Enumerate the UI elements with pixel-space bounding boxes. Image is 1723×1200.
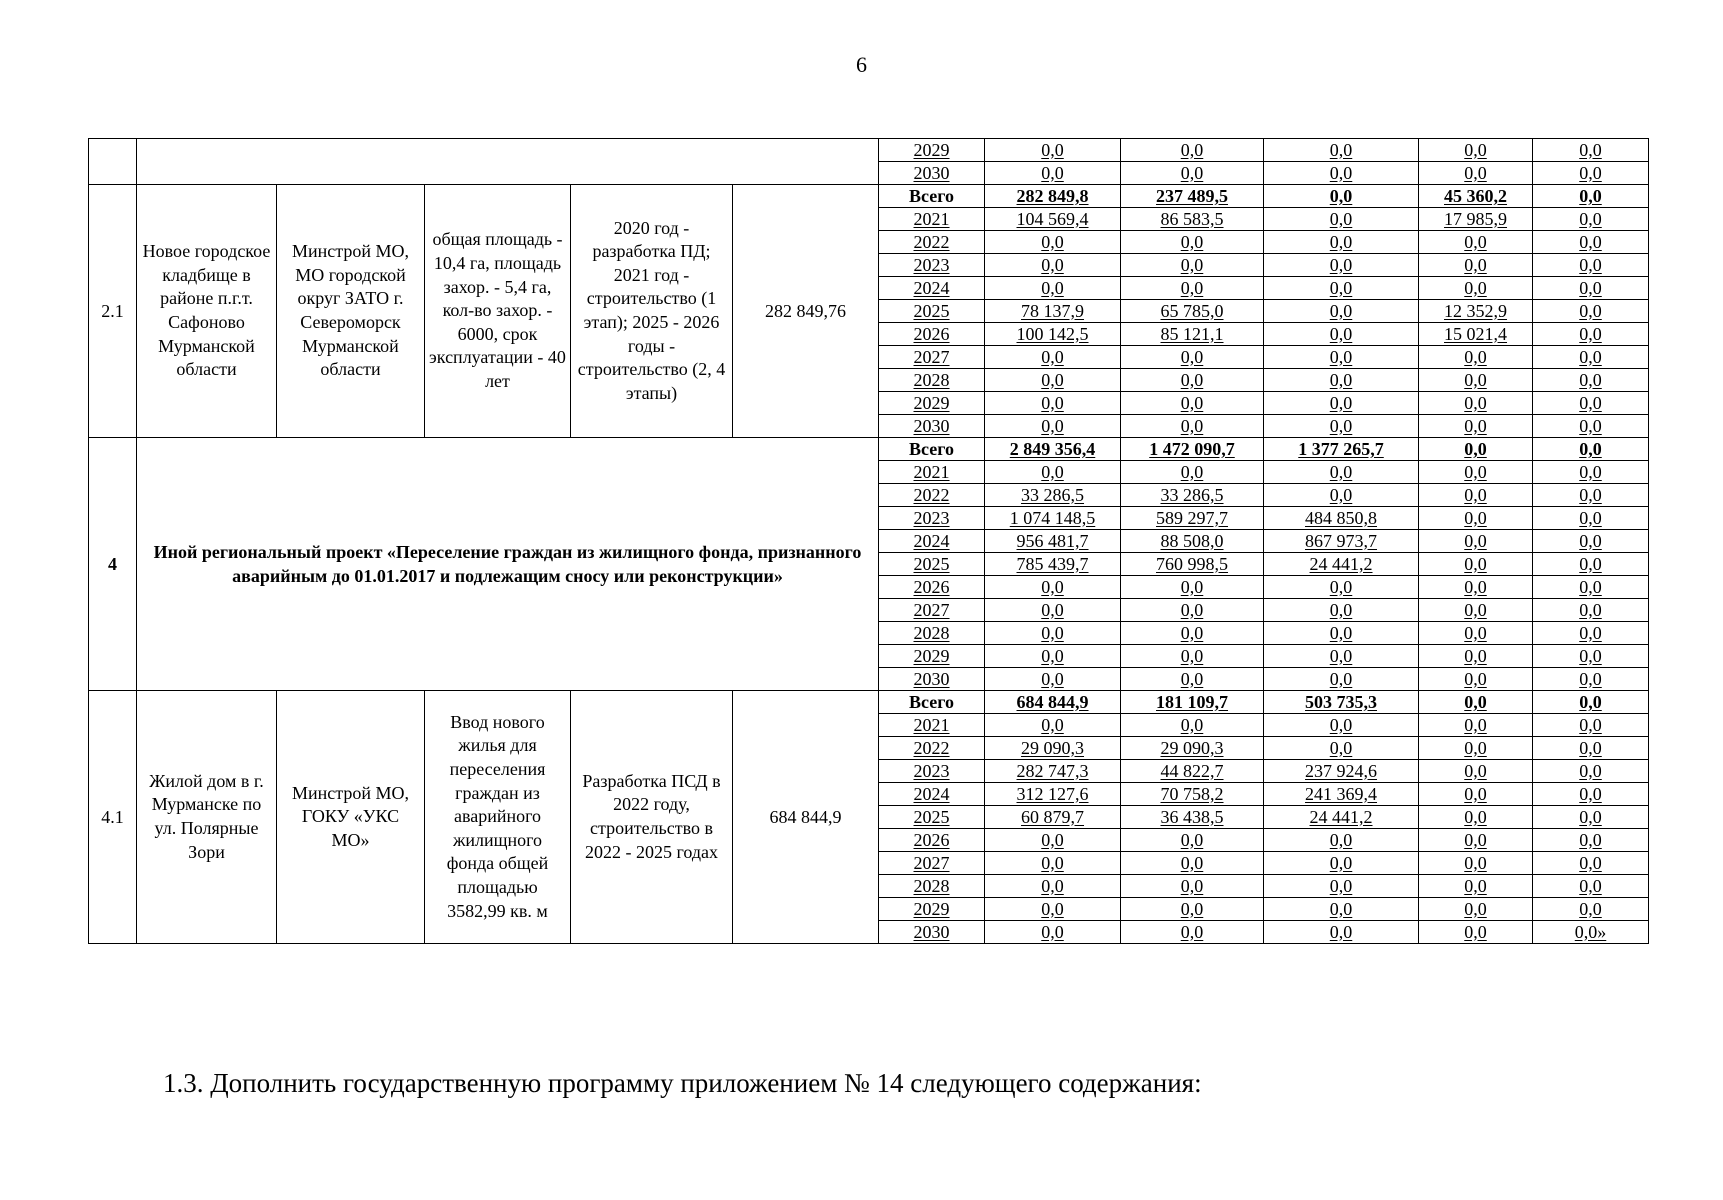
year-cell: 2025 xyxy=(879,806,985,829)
value-cell: 0,0 xyxy=(1264,898,1419,921)
value-cell: 65 785,0 xyxy=(1121,300,1264,323)
value-cell: 0,0 xyxy=(1121,599,1264,622)
value-cell: 0,0 xyxy=(1264,461,1419,484)
value-cell: 0,0 xyxy=(1419,162,1533,185)
value-cell: 0,0 xyxy=(1419,622,1533,645)
value-cell: 0,0 xyxy=(1264,208,1419,231)
value-cell: 104 569,4 xyxy=(985,208,1121,231)
year-cell: 2028 xyxy=(879,622,985,645)
value-cell: 867 973,7 xyxy=(1264,530,1419,553)
value-cell: 0,0 xyxy=(1533,162,1649,185)
value-cell: 0,0 xyxy=(1533,461,1649,484)
value-cell: 0,0 xyxy=(1264,415,1419,438)
value-cell: 60 879,7 xyxy=(985,806,1121,829)
value-cell: 1 377 265,7 xyxy=(1264,438,1419,461)
value-cell: 0,0 xyxy=(1533,760,1649,783)
value-cell: 0,0 xyxy=(1121,277,1264,300)
year-cell: 2024 xyxy=(879,783,985,806)
value-cell: 0,0 xyxy=(1264,254,1419,277)
year-cell: 2029 xyxy=(879,139,985,162)
total-label: Всего xyxy=(879,691,985,714)
value-cell: 33 286,5 xyxy=(985,484,1121,507)
value-cell: 0,0 xyxy=(985,898,1121,921)
value-cell: 0,0 xyxy=(1419,645,1533,668)
value-cell: 0,0 xyxy=(1533,553,1649,576)
year-cell: 2021 xyxy=(879,714,985,737)
value-cell: 0,0 xyxy=(1121,346,1264,369)
value-cell: 0,0 xyxy=(1533,277,1649,300)
year-cell: 2029 xyxy=(879,898,985,921)
value-cell: 0,0 xyxy=(985,254,1121,277)
year-cell: 2027 xyxy=(879,599,985,622)
object-name: Новое городское кладбище в районе п.г.т. Сафоново Мурманской области xyxy=(137,185,277,438)
executor: Минстрой МО, ГОКУ «УКС МО» xyxy=(277,691,425,944)
value-cell: 12 352,9 xyxy=(1419,300,1533,323)
table-row xyxy=(89,691,1649,714)
year-cell: 2030 xyxy=(879,668,985,691)
value-cell: 0,0 xyxy=(1419,898,1533,921)
value-cell: 0,0 xyxy=(985,921,1121,944)
value-cell: 181 109,7 xyxy=(1121,691,1264,714)
year-cell: 2029 xyxy=(879,645,985,668)
value-cell: 0,0 xyxy=(1419,737,1533,760)
value-cell: 1 074 148,5 xyxy=(985,507,1121,530)
value-cell: 0,0 xyxy=(1121,162,1264,185)
value-cell: 0,0 xyxy=(1533,323,1649,346)
value-cell: 0,0 xyxy=(1264,668,1419,691)
value-cell: 0,0 xyxy=(985,346,1121,369)
value-cell: 0,0 xyxy=(1419,691,1533,714)
value-cell: 0,0 xyxy=(1264,921,1419,944)
value-cell: 0,0 xyxy=(1533,852,1649,875)
value-cell: 237 489,5 xyxy=(1121,185,1264,208)
value-cell: 15 021,4 xyxy=(1419,323,1533,346)
value-cell: 0,0 xyxy=(1121,254,1264,277)
value-cell: 484 850,8 xyxy=(1264,507,1419,530)
value-cell: 0,0 xyxy=(1264,576,1419,599)
year-cell: 2027 xyxy=(879,346,985,369)
value-cell: 0,0 xyxy=(1533,507,1649,530)
value-cell: 0,0 xyxy=(985,392,1121,415)
value-cell: 0,0 xyxy=(1121,875,1264,898)
year-cell: 2022 xyxy=(879,737,985,760)
value-cell: 24 441,2 xyxy=(1264,806,1419,829)
value-cell: 684 844,9 xyxy=(985,691,1121,714)
value-cell: 0,0 xyxy=(1533,346,1649,369)
year-cell: 2025 xyxy=(879,300,985,323)
year-cell: 2023 xyxy=(879,254,985,277)
value-cell: 0,0 xyxy=(1121,139,1264,162)
value-cell: 88 508,0 xyxy=(1121,530,1264,553)
value-cell: 0,0 xyxy=(1533,185,1649,208)
year-cell: 2028 xyxy=(879,875,985,898)
year-cell: 2026 xyxy=(879,323,985,346)
value-cell: 0,0 xyxy=(1419,714,1533,737)
value-cell: 0,0 xyxy=(1533,139,1649,162)
year-cell: 2023 xyxy=(879,760,985,783)
table-row xyxy=(89,139,1649,162)
value-cell: 0,0 xyxy=(1419,369,1533,392)
value-cell: 100 142,5 xyxy=(985,323,1121,346)
value-cell: 0,0 xyxy=(1533,484,1649,507)
value-cell: 0,0 xyxy=(1264,162,1419,185)
value-cell: 0,0 xyxy=(1264,231,1419,254)
value-cell: 0,0 xyxy=(1533,737,1649,760)
year-cell: 2023 xyxy=(879,507,985,530)
value-cell: 0,0 xyxy=(985,277,1121,300)
value-cell: 0,0 xyxy=(1419,392,1533,415)
year-cell: 2026 xyxy=(879,576,985,599)
value-cell: 0,0 xyxy=(1533,438,1649,461)
value-cell: 0,0 xyxy=(1419,415,1533,438)
value-cell: 0,0 xyxy=(1419,599,1533,622)
value-cell: 0,0 xyxy=(1419,553,1533,576)
value-cell: 760 998,5 xyxy=(1121,553,1264,576)
value-cell: 0,0 xyxy=(1121,576,1264,599)
capacity: общая площадь - 10,4 га, площадь захор. - 5,4 га, кол-во захор. - 6000, срок эксплуатации - 40 лет xyxy=(425,185,571,438)
value-cell: 0,0 xyxy=(1264,875,1419,898)
value-cell: 0,0 xyxy=(1264,369,1419,392)
value-cell: 0,0 xyxy=(1264,622,1419,645)
year-cell: 2021 xyxy=(879,461,985,484)
table-row xyxy=(89,438,1649,461)
value-cell: 0,0» xyxy=(1533,921,1649,944)
value-cell: 0,0 xyxy=(1121,622,1264,645)
value-cell: 0,0 xyxy=(985,668,1121,691)
value-cell: 0,0 xyxy=(1121,415,1264,438)
value-cell: 0,0 xyxy=(1419,829,1533,852)
timing: 2020 год - разработка ПД; 2021 год - строительство (1 этап); 2025 - 2026 годы - строительство (2, 4 этапы) xyxy=(571,185,733,438)
total-label: Всего xyxy=(879,438,985,461)
value-cell: 0,0 xyxy=(1121,668,1264,691)
value-cell: 70 758,2 xyxy=(1121,783,1264,806)
value-cell: 0,0 xyxy=(1121,645,1264,668)
value-cell: 0,0 xyxy=(1419,576,1533,599)
value-cell: 0,0 xyxy=(985,576,1121,599)
object-name: Жилой дом в г. Мурманске по ул. Полярные Зори xyxy=(137,691,277,944)
year-cell: 2024 xyxy=(879,277,985,300)
value-cell: 0,0 xyxy=(985,829,1121,852)
value-cell: 956 481,7 xyxy=(985,530,1121,553)
value-cell: 0,0 xyxy=(1419,461,1533,484)
value-cell: 0,0 xyxy=(985,622,1121,645)
value-cell: 0,0 xyxy=(1419,254,1533,277)
value-cell: 29 090,3 xyxy=(985,737,1121,760)
value-cell: 0,0 xyxy=(1121,852,1264,875)
value-cell: 0,0 xyxy=(1121,714,1264,737)
value-cell: 2 849 356,4 xyxy=(985,438,1121,461)
timing: Разработка ПСД в 2022 году, строительство в 2022 - 2025 годах xyxy=(571,691,733,944)
project-title: Иной региональный проект «Переселение граждан из жилищного фонда, признанного аварийным до 01.01.2017 и подлежащим сносу или реконструкции» xyxy=(137,438,879,691)
year-cell: 2021 xyxy=(879,208,985,231)
value-cell: 0,0 xyxy=(1533,599,1649,622)
value-cell: 0,0 xyxy=(1264,300,1419,323)
year-cell: 2030 xyxy=(879,415,985,438)
value-cell: 0,0 xyxy=(1264,346,1419,369)
value-cell: 0,0 xyxy=(1121,231,1264,254)
value-cell: 0,0 xyxy=(1533,415,1649,438)
value-cell: 0,0 xyxy=(1533,530,1649,553)
total-label: Всего xyxy=(879,185,985,208)
year-cell: 2030 xyxy=(879,162,985,185)
value-cell: 0,0 xyxy=(1419,346,1533,369)
value-cell: 0,0 xyxy=(1419,530,1533,553)
value-cell: 29 090,3 xyxy=(1121,737,1264,760)
value-cell: 0,0 xyxy=(1121,392,1264,415)
value-cell: 0,0 xyxy=(1264,392,1419,415)
value-cell: 0,0 xyxy=(1533,208,1649,231)
value-cell: 0,0 xyxy=(1264,139,1419,162)
table-row xyxy=(89,185,1649,208)
executor: Минстрой МО, МО городской округ ЗАТО г. Североморск Мурманской области xyxy=(277,185,425,438)
value-cell: 0,0 xyxy=(1533,254,1649,277)
continued-desc-cell xyxy=(137,139,879,185)
table-body xyxy=(89,139,1649,944)
year-cell: 2028 xyxy=(879,369,985,392)
value-cell: 0,0 xyxy=(1264,829,1419,852)
value-cell: 0,0 xyxy=(1419,668,1533,691)
value-cell: 44 822,7 xyxy=(1121,760,1264,783)
value-cell: 0,0 xyxy=(1533,691,1649,714)
page-number: 6 xyxy=(856,52,867,77)
year-cell: 2024 xyxy=(879,530,985,553)
value-cell: 0,0 xyxy=(1121,829,1264,852)
value-cell: 17 985,9 xyxy=(1419,208,1533,231)
value-cell: 0,0 xyxy=(1419,139,1533,162)
value-cell: 0,0 xyxy=(1264,714,1419,737)
value-cell: 0,0 xyxy=(1264,645,1419,668)
year-cell: 2029 xyxy=(879,392,985,415)
year-cell: 2026 xyxy=(879,829,985,852)
continued-num-cell xyxy=(89,139,137,185)
value-cell: 0,0 xyxy=(1264,737,1419,760)
value-cell: 0,0 xyxy=(985,415,1121,438)
capacity: Ввод нового жилья для переселения граждан из аварийного жилищного фонда общей площадью 3582,99 кв. м xyxy=(425,691,571,944)
value-cell: 0,0 xyxy=(1533,829,1649,852)
value-cell: 0,0 xyxy=(985,139,1121,162)
value-cell: 0,0 xyxy=(1264,277,1419,300)
value-cell: 0,0 xyxy=(1419,806,1533,829)
value-cell: 0,0 xyxy=(985,714,1121,737)
value-cell: 0,0 xyxy=(1419,231,1533,254)
value-cell: 0,0 xyxy=(1264,484,1419,507)
value-cell: 0,0 xyxy=(1121,921,1264,944)
program-table xyxy=(88,138,1649,944)
year-cell: 2022 xyxy=(879,484,985,507)
value-cell: 36 438,5 xyxy=(1121,806,1264,829)
value-cell: 0,0 xyxy=(985,231,1121,254)
year-cell: 2027 xyxy=(879,852,985,875)
estimated-cost: 282 849,76 xyxy=(733,185,879,438)
value-cell: 237 924,6 xyxy=(1264,760,1419,783)
value-cell: 0,0 xyxy=(1121,369,1264,392)
value-cell: 0,0 xyxy=(1533,231,1649,254)
value-cell: 0,0 xyxy=(1533,576,1649,599)
value-cell: 589 297,7 xyxy=(1121,507,1264,530)
value-cell: 0,0 xyxy=(1533,898,1649,921)
value-cell: 0,0 xyxy=(1533,714,1649,737)
value-cell: 0,0 xyxy=(1419,438,1533,461)
value-cell: 282 747,3 xyxy=(985,760,1121,783)
value-cell: 503 735,3 xyxy=(1264,691,1419,714)
value-cell: 0,0 xyxy=(1533,622,1649,645)
value-cell: 312 127,6 xyxy=(985,783,1121,806)
value-cell: 33 286,5 xyxy=(1121,484,1264,507)
year-cell: 2030 xyxy=(879,921,985,944)
estimated-cost: 684 844,9 xyxy=(733,691,879,944)
value-cell: 85 121,1 xyxy=(1121,323,1264,346)
value-cell: 0,0 xyxy=(1419,852,1533,875)
value-cell: 24 441,2 xyxy=(1264,553,1419,576)
value-cell: 0,0 xyxy=(1264,185,1419,208)
value-cell: 1 472 090,7 xyxy=(1121,438,1264,461)
year-cell: 2025 xyxy=(879,553,985,576)
value-cell: 0,0 xyxy=(985,645,1121,668)
value-cell: 0,0 xyxy=(1419,760,1533,783)
value-cell: 0,0 xyxy=(1533,369,1649,392)
value-cell: 0,0 xyxy=(1121,461,1264,484)
value-cell: 241 369,4 xyxy=(1264,783,1419,806)
value-cell: 0,0 xyxy=(1419,875,1533,898)
value-cell: 0,0 xyxy=(985,162,1121,185)
value-cell: 86 583,5 xyxy=(1121,208,1264,231)
value-cell: 282 849,8 xyxy=(985,185,1121,208)
row-number: 2.1 xyxy=(89,185,137,438)
value-cell: 0,0 xyxy=(985,852,1121,875)
value-cell: 0,0 xyxy=(1419,921,1533,944)
value-cell: 0,0 xyxy=(1264,323,1419,346)
value-cell: 0,0 xyxy=(1533,300,1649,323)
value-cell: 0,0 xyxy=(1264,852,1419,875)
value-cell: 0,0 xyxy=(1533,668,1649,691)
row-number: 4.1 xyxy=(89,691,137,944)
row-number: 4 xyxy=(89,438,137,691)
value-cell: 0,0 xyxy=(1533,645,1649,668)
value-cell: 0,0 xyxy=(1419,783,1533,806)
value-cell: 45 360,2 xyxy=(1419,185,1533,208)
value-cell: 0,0 xyxy=(985,461,1121,484)
year-cell: 2022 xyxy=(879,231,985,254)
value-cell: 78 137,9 xyxy=(985,300,1121,323)
value-cell: 0,0 xyxy=(1533,806,1649,829)
value-cell: 0,0 xyxy=(1533,392,1649,415)
value-cell: 0,0 xyxy=(1419,507,1533,530)
value-cell: 0,0 xyxy=(1264,599,1419,622)
footer-text: 1.3. Дополнить государственную программу приложением № 14 следующего содержания: xyxy=(163,1068,1202,1098)
value-cell: 0,0 xyxy=(1419,484,1533,507)
value-cell: 785 439,7 xyxy=(985,553,1121,576)
value-cell: 0,0 xyxy=(1419,277,1533,300)
value-cell: 0,0 xyxy=(985,369,1121,392)
value-cell: 0,0 xyxy=(1533,875,1649,898)
value-cell: 0,0 xyxy=(985,875,1121,898)
value-cell: 0,0 xyxy=(1533,783,1649,806)
value-cell: 0,0 xyxy=(1121,898,1264,921)
value-cell: 0,0 xyxy=(985,599,1121,622)
